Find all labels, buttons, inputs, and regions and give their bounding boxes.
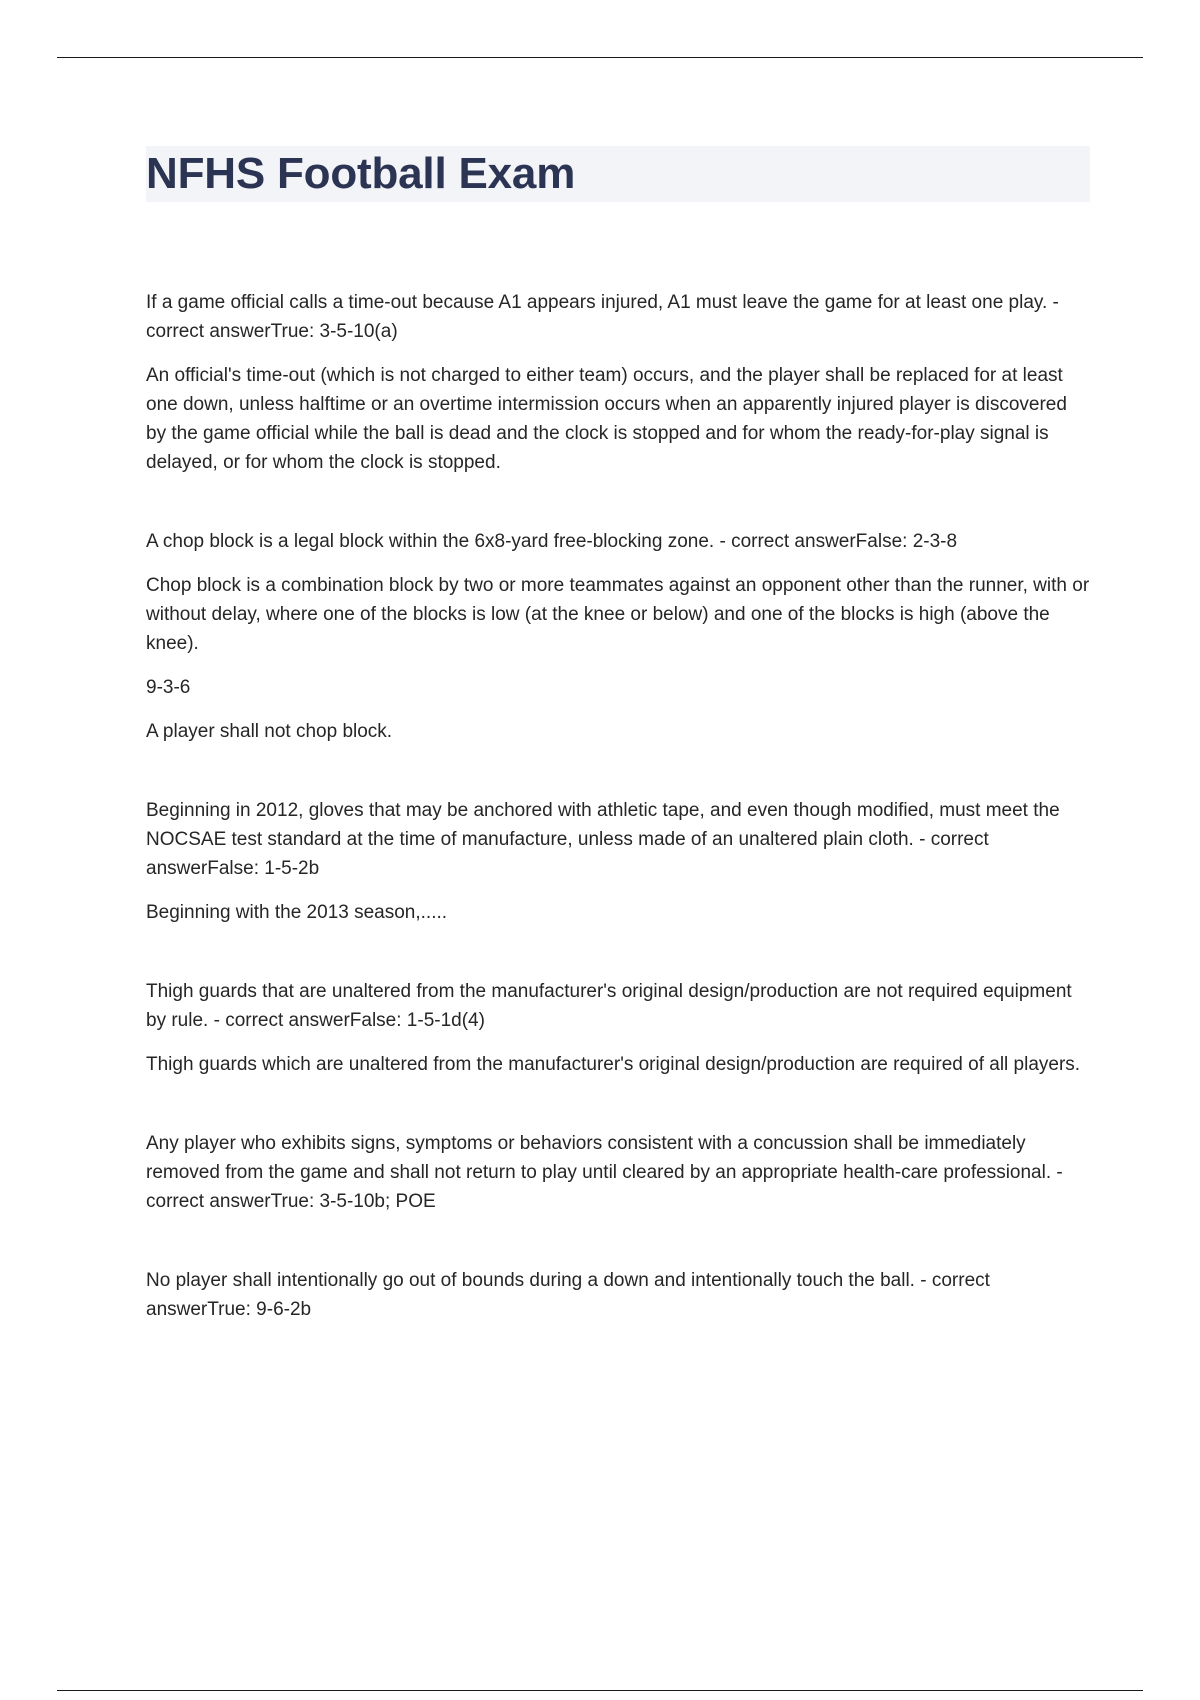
qa-item — [146, 1266, 1090, 1324]
answer-note: Beginning with the 2013 season,..... — [146, 902, 448, 923]
question-text: Beginning in 2012, gloves that may be anchored with athletic tape, and even though modified, must meet the NOCSAE test standard at the time of manufacture, unless made of an unaltered plain cloth. - correct answerFalse: 1-5-2b — [146, 800, 1060, 879]
qa-item — [146, 977, 1090, 1079]
qa-item — [146, 796, 1090, 927]
qa-item — [146, 1129, 1090, 1216]
answer-note: Thigh guards which are unaltered from the manufacturer's original design/production are required of all players. — [146, 1054, 1081, 1075]
document-title: NFHS Football Exam — [146, 149, 576, 198]
question-text: No player shall intentionally go out of bounds during a down and intentionally touch the ball. - correct answerTrue: 9-6-2b — [146, 1270, 990, 1320]
question-text: Thigh guards that are unaltered from the manufacturer's original design/production are not required equipment by rule. - correct answerFalse: 1-5-1d(4) — [146, 981, 1072, 1031]
answer-note: Chop block is a combination block by two or more teammates against an opponent other than the runner, with or without delay, where one of the blocks is low (at the knee or below) and one of the blocks is high (above the knee). — [146, 575, 1090, 654]
document-body — [146, 146, 1090, 1374]
answer-note: An official's time-out (which is not charged to either team) occurs, and the player shall be replaced for at least one down, unless halftime or an overtime intermission occurs when an apparently injured player is discovered by the game official while the ball is dead and the clock is stopped and for whom the ready-for-play signal is delayed, or for whom the clock is stopped. — [146, 365, 1067, 473]
top-rule — [57, 57, 1143, 58]
question-text: A chop block is a legal block within the 6x8-yard free-blocking zone. - correct answerFalse: 2-3-8 — [146, 531, 958, 552]
answer-note: A player shall not chop block. — [146, 721, 393, 742]
title-band — [146, 146, 1090, 202]
question-text: Any player who exhibits signs, symptoms or behaviors consistent with a concussion shall be immediately removed from the game and shall not return to play until cleared by an appropriate health-care professional. - correct answerTrue: 3-5-10b; POE — [146, 1133, 1063, 1212]
question-text: If a game official calls a time-out because A1 appears injured, A1 must leave the game for at least one play. - correct answerTrue: 3-5-10(a) — [146, 292, 1059, 342]
qa-item — [146, 527, 1090, 746]
answer-note: 9-3-6 — [146, 677, 191, 698]
qa-item — [146, 288, 1090, 477]
bottom-rule — [57, 1690, 1143, 1691]
